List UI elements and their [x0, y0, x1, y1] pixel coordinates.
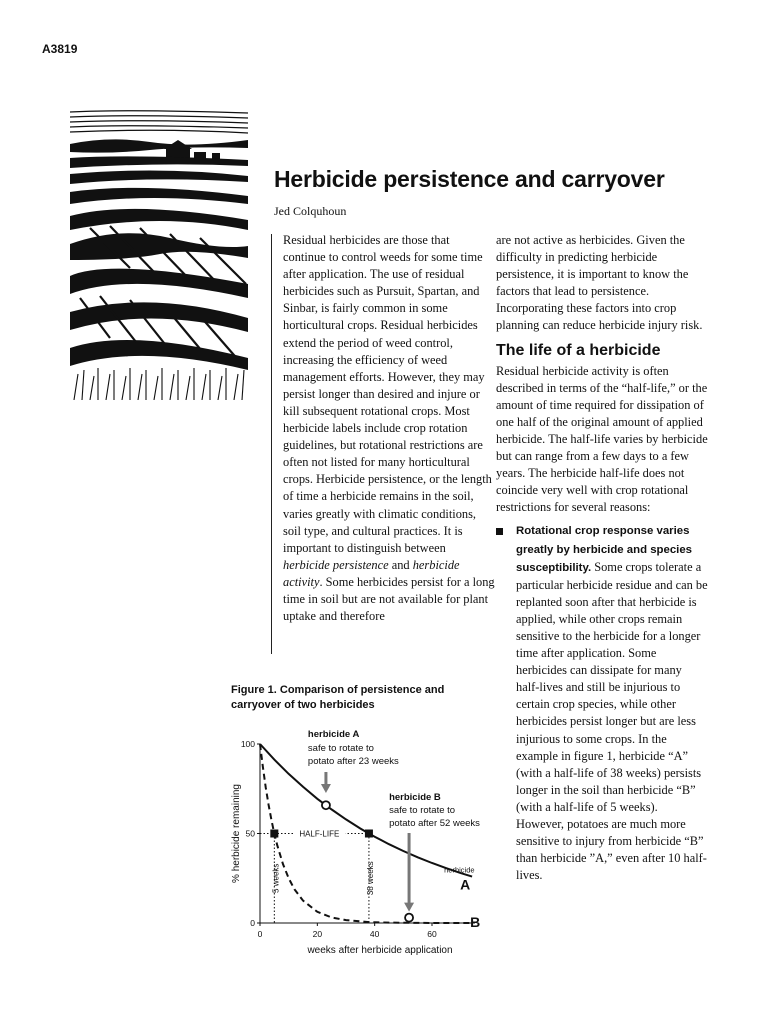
bullet-body: Some crops tolerate a particular herbicide residue and can be replanted soon after that herbicide is applied, while other crops remain sensitive to the herbicide for a longer time after application. Some herbicides can dissipate for many half-lives and still be injurious to certain crop species, while other herbicides persist longer but are less injurious to some crops. In the example in figure 1, herbicide “A” (with a half-life of 38 weeks) persists longer in the soil than herbicide “B” (with a half-life of 5 weeks). However, potatoes are much more sensitive to injury from herbicide “B” than herbicide ”A,” even after 10 half-lives.	[516, 559, 708, 883]
section-heading: The life of a herbicide	[496, 341, 661, 359]
bullet-square-icon	[496, 528, 503, 535]
annotation-a-title: herbicide A	[307, 729, 360, 740]
term-herbicide-activity: herbicide activity	[283, 557, 460, 589]
half-life-paragraph: Residual herbicide activity is often described in terms of the “half-life,” or the amount of time required for dissipation of one half of the original amount of applied herbicide. The half-life varies by herbicide but can range from a few days to a few years. The herbicide half-life does not coincide very well with crop rotational restrictions for several reasons:	[496, 363, 708, 515]
intro-paragraph: Residual herbicides are those that continue to control weeds for some time after application. The use of residual herbicides such as Pursuit, Spartan, and Sinbar, is fairly common in some horticultural crops. Residual herbicides extend the period of weed control, increasing the efficiency of weed management efforts. However, they may persist longer than desired and injure or kill subsequent rotational crops. Most herbicide labels include crop rotation guidelines, but rotational restrictions are often not listed for many horticultural crops. Herbicide persistence, or the length of time a herbicide remains in the soil, varies greatly with climatic conditions, soil type, and cultural practices. It is important to distinguish between herbicide persistence and herbicide activity. Some herbicides persist for a long time in soil but are not available for plant uptake and therefore	[283, 233, 495, 624]
x-tick-label: 0	[257, 929, 263, 939]
x-tick-label: 20	[312, 929, 323, 939]
annotation-b-arrow-head	[404, 903, 414, 912]
half-life-marker	[365, 830, 373, 838]
safe-rotation-marker	[405, 914, 413, 922]
term-herbicide-persistence: herbicide persistence	[283, 557, 389, 572]
bullet-item	[496, 522, 708, 884]
farm-landscape-illustration	[70, 108, 248, 400]
persistence-chart	[225, 722, 510, 962]
half-life-weeks-label: 5 weeks	[271, 863, 281, 893]
series-b-label: B	[470, 914, 481, 930]
annotation-a-text: safe to rotate to	[307, 743, 374, 754]
annotation-a-arrow-head	[321, 784, 331, 793]
half-life-marker	[270, 830, 278, 838]
continuation-paragraph: are not active as herbicides. Given the difficulty in predicting herbicide persistence, it is important to know the factors that lead to persistence. Incorporating these factors into crop planning can reduce herbicide injury risk.	[496, 233, 703, 333]
y-axis-label: % herbicide remaining	[231, 784, 242, 883]
body-column-1	[283, 232, 495, 625]
x-tick-label: 40	[369, 929, 380, 939]
half-life-label: HALF-LIFE	[299, 829, 340, 839]
bullet-title: Rotational crop response varies greatly by herbicide and species susceptibility.	[516, 525, 692, 574]
annotation-b-text: potato after 52 weeks	[389, 818, 480, 829]
annotation-b-text: safe to rotate to	[389, 805, 456, 816]
safe-rotation-marker	[322, 801, 330, 809]
series-a-label: A	[460, 876, 471, 893]
x-tick-label: 60	[427, 929, 437, 939]
author-name: Jed Colquhoun	[274, 204, 347, 218]
x-axis-label: weeks after herbicide application	[307, 945, 453, 956]
body-column-2	[496, 232, 708, 884]
series-a-small-label: herbicide	[444, 865, 475, 875]
column-rule	[271, 234, 272, 654]
annotation-b-title: herbicide B	[389, 792, 441, 803]
y-tick-label: 0	[250, 918, 255, 928]
half-life-weeks-label: 38 weeks	[365, 861, 375, 896]
annotation-a-text: potato after 23 weeks	[307, 756, 399, 767]
article-title: Herbicide persistence and carryover	[274, 166, 665, 192]
publication-number: A3819	[42, 42, 78, 56]
figure-caption: Figure 1. Comparison of persistence and carryover of two herbicides	[231, 684, 445, 711]
y-tick-label: 50	[245, 828, 255, 839]
y-tick-label: 100	[240, 739, 255, 749]
